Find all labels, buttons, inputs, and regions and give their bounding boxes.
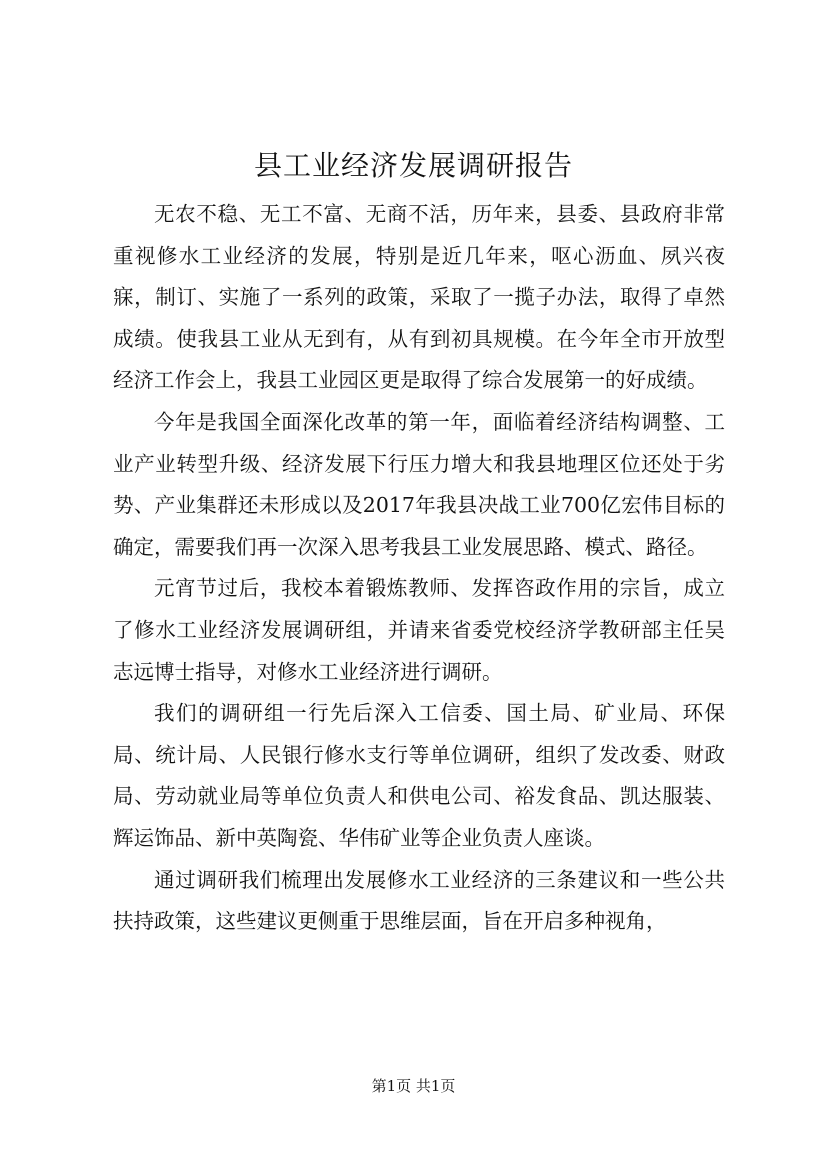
- paragraph-3: 元宵节过后，我校本着锻炼教师、发挥咨政作用的宗旨，成立了修水工业经济发展调研组，并请来省委党校经济学教研部主任吴志远博士指导，对修水工业经济进行调研。: [113, 576, 725, 684]
- paragraph-5: 通过调研我们梳理出发展修水工业经济的三条建议和一些公共扶持政策，这些建议更侧重于思维层面，旨在开启多种视角，: [113, 867, 725, 934]
- document-body: [113, 194, 725, 943]
- paragraph-4: 我们的调研组一行先后深入工信委、国土局、矿业局、环保局、统计局、人民银行修水支行等单位调研，组织了发改委、财政局、劳动就业局等单位负责人和供电公司、裕发食品、凯达服装、辉运饰品、新中英陶瓷、华伟矿业等企业负责人座谈。: [113, 701, 725, 850]
- page-footer: 第1页 共1页: [371, 1077, 456, 1095]
- paragraph-1: 无农不稳、无工不富、无商不活，历年来，县委、县政府非常重视修水工业经济的发展，特别是近几年来，呕心沥血、夙兴夜寐，制订、实施了一系列的政策，采取了一揽子办法，取得了卓然成绩。使我县工业从无到有，从有到初具规模。在今年全市开放型经济工作会上，我县工业园区更是取得了综合发展第一的好成绩。: [113, 202, 725, 393]
- paragraph-2: 今年是我国全面深化改革的第一年，面临着经济结构调整、工业产业转型升级、经济发展下行压力增大和我县地理区位还处于劣势、产业集群还未形成以及2017年我县决战工业700亿宏伟目标的确定，需要我们再一次深入思考我县工业发展思路、模式、路径。: [113, 409, 725, 559]
- document-title: 县工业经济发展调研报告: [253, 149, 573, 182]
